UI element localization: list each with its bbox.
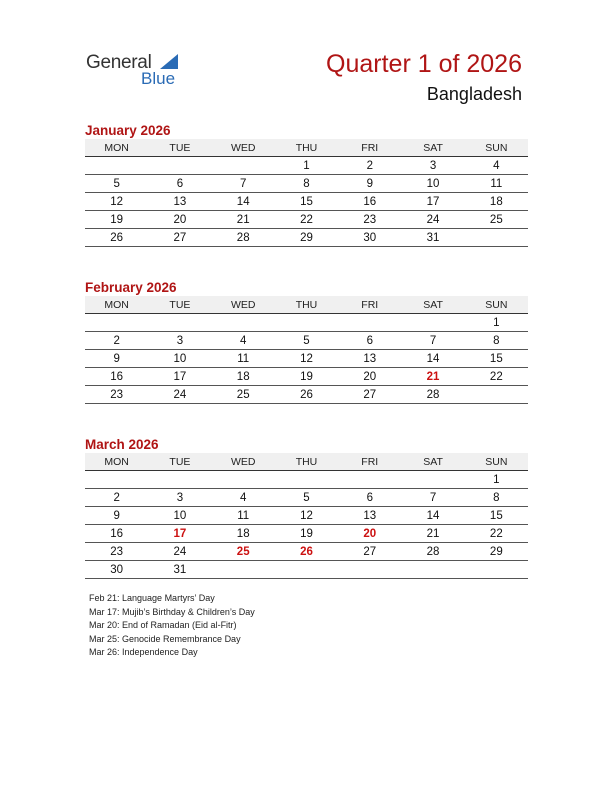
day-cell: 4 <box>240 491 247 504</box>
week-row <box>85 157 528 175</box>
day-cell: 27 <box>363 388 377 401</box>
holiday-note: Mar 26: Independence Day <box>89 647 198 657</box>
day-cell: 2 <box>113 334 120 347</box>
weekday-header: MON <box>104 455 129 468</box>
day-cell: 31 <box>426 231 440 244</box>
weekday-header: TUE <box>169 141 191 154</box>
weekday-header: SUN <box>485 455 508 468</box>
holiday-note: Mar 20: End of Ramadan (Eid al-Fitr) <box>89 620 237 630</box>
week-row <box>85 543 528 561</box>
weekday-header-row <box>85 453 528 471</box>
day-cell: 21 <box>426 527 440 540</box>
day-cell: 12 <box>300 352 313 365</box>
holiday-day-cell: 25 <box>236 545 250 558</box>
day-cell: 23 <box>363 213 377 226</box>
week-row <box>85 489 528 507</box>
day-cell: 9 <box>113 352 120 365</box>
day-cell: 26 <box>110 231 124 244</box>
day-cell: 13 <box>363 509 377 522</box>
day-cell: 8 <box>303 177 310 190</box>
day-cell: 7 <box>429 491 437 504</box>
day-cell: 13 <box>363 352 377 365</box>
week-row <box>85 193 528 211</box>
day-cell: 23 <box>110 388 124 401</box>
day-cell: 24 <box>173 388 187 401</box>
weekday-header: MON <box>104 141 129 154</box>
day-cell: 3 <box>429 159 437 172</box>
weekday-header-row <box>85 139 528 157</box>
day-cell: 15 <box>489 352 503 365</box>
week-row <box>85 386 528 404</box>
day-cell: 7 <box>429 334 437 347</box>
day-cell: 6 <box>366 491 373 504</box>
day-cell: 19 <box>110 213 124 226</box>
month-block <box>85 122 528 247</box>
week-row <box>85 350 528 368</box>
day-cell: 9 <box>113 509 120 522</box>
weekday-header: SAT <box>423 298 443 311</box>
weekday-header: FRI <box>361 455 379 468</box>
week-row <box>85 332 528 350</box>
weekday-header: WED <box>230 455 256 468</box>
day-cell: 22 <box>489 370 503 383</box>
weekday-header: TUE <box>169 298 191 311</box>
day-cell: 13 <box>173 195 187 208</box>
weekday-header: SUN <box>485 141 508 154</box>
day-cell: 2 <box>113 491 120 504</box>
day-cell: 21 <box>236 213 250 226</box>
day-cell: 10 <box>173 352 187 365</box>
week-row <box>85 525 528 543</box>
day-cell: 31 <box>173 563 187 576</box>
day-cell: 11 <box>237 352 250 365</box>
month-title: January 2026 <box>85 123 171 138</box>
weekday-header: THU <box>295 298 318 311</box>
holiday-day-cell: 21 <box>426 370 440 383</box>
week-row <box>85 314 528 332</box>
day-cell: 11 <box>237 509 250 522</box>
day-cell: 17 <box>173 370 187 383</box>
holiday-day-cell: 26 <box>300 545 313 558</box>
day-cell: 5 <box>303 334 310 347</box>
day-cell: 11 <box>490 177 503 190</box>
day-cell: 29 <box>489 545 503 558</box>
day-cell: 16 <box>110 370 124 383</box>
day-cell: 28 <box>426 388 440 401</box>
holiday-note: Mar 17: Mujib’s Birthday & Children’s Day <box>89 606 255 617</box>
holiday-day-cell: 17 <box>173 527 187 540</box>
week-row <box>85 229 528 247</box>
country-name: Bangladesh <box>426 84 522 104</box>
day-cell: 30 <box>110 563 124 576</box>
logo-text-general: General <box>86 52 152 73</box>
day-cell: 30 <box>363 231 377 244</box>
day-cell: 27 <box>363 545 377 558</box>
week-row <box>85 211 528 229</box>
day-cell: 24 <box>426 213 440 226</box>
week-row <box>85 471 528 489</box>
day-cell: 4 <box>493 159 500 172</box>
day-cell: 5 <box>113 177 120 190</box>
day-cell: 7 <box>240 177 247 190</box>
day-cell: 20 <box>363 370 377 383</box>
logo-triangle-icon <box>160 54 178 69</box>
day-cell: 16 <box>110 527 124 540</box>
day-cell: 19 <box>300 527 313 540</box>
day-cell: 15 <box>300 195 313 208</box>
holiday-day-cell: 20 <box>363 527 377 540</box>
day-cell: 1 <box>303 159 310 172</box>
day-cell: 29 <box>300 231 313 244</box>
day-cell: 27 <box>173 231 187 244</box>
day-cell: 18 <box>236 527 250 540</box>
day-cell: 28 <box>426 545 440 558</box>
day-cell: 3 <box>176 491 184 504</box>
day-cell: 18 <box>489 195 503 208</box>
weekday-header: SAT <box>423 141 443 154</box>
day-cell: 25 <box>489 213 503 226</box>
page-title: Quarter 1 of 2026 <box>326 50 522 78</box>
month-block <box>85 436 528 579</box>
day-cell: 8 <box>493 334 500 347</box>
week-row <box>85 175 528 193</box>
day-cell: 12 <box>110 195 124 208</box>
week-row <box>85 561 528 579</box>
month-title: March 2026 <box>85 437 159 452</box>
weekday-header: THU <box>295 455 318 468</box>
day-cell: 17 <box>426 195 440 208</box>
day-cell: 18 <box>236 370 250 383</box>
day-cell: 3 <box>176 334 184 347</box>
day-cell: 6 <box>366 334 373 347</box>
day-cell: 10 <box>426 177 440 190</box>
day-cell: 15 <box>489 509 503 522</box>
holiday-note: Feb 21: Language Martyrs’ Day <box>89 593 215 603</box>
day-cell: 22 <box>489 527 503 540</box>
weekday-header: WED <box>230 141 256 154</box>
day-cell: 10 <box>173 509 187 522</box>
weekday-header: MON <box>104 298 129 311</box>
weekday-header: THU <box>295 141 318 154</box>
weekday-header: SUN <box>485 298 508 311</box>
day-cell: 2 <box>366 159 373 172</box>
weekday-header-row <box>85 296 528 314</box>
day-cell: 9 <box>366 177 373 190</box>
day-cell: 16 <box>363 195 377 208</box>
day-cell: 12 <box>300 509 313 522</box>
holiday-notes <box>89 592 255 660</box>
weekday-header: FRI <box>361 141 379 154</box>
month-block <box>85 279 528 404</box>
weekday-header: TUE <box>169 455 191 468</box>
day-cell: 6 <box>176 177 184 190</box>
day-cell: 8 <box>493 491 500 504</box>
day-cell: 28 <box>236 231 250 244</box>
day-cell: 1 <box>493 473 500 486</box>
day-cell: 14 <box>236 195 250 208</box>
weekday-header: FRI <box>361 298 379 311</box>
month-title: February 2026 <box>85 280 177 295</box>
day-cell: 24 <box>173 545 187 558</box>
weekday-header: SAT <box>423 455 443 468</box>
week-row <box>85 507 528 525</box>
day-cell: 19 <box>300 370 313 383</box>
brand-logo <box>86 50 196 90</box>
week-row <box>85 368 528 386</box>
holiday-note: Mar 25: Genocide Remembrance Day <box>89 633 241 644</box>
logo-text-blue: Blue <box>141 69 176 88</box>
day-cell: 14 <box>426 509 440 522</box>
day-cell: 5 <box>303 491 310 504</box>
day-cell: 1 <box>493 316 500 329</box>
day-cell: 23 <box>110 545 124 558</box>
day-cell: 22 <box>300 213 313 226</box>
day-cell: 20 <box>173 213 187 226</box>
day-cell: 14 <box>426 352 440 365</box>
day-cell: 26 <box>300 388 313 401</box>
day-cell: 4 <box>240 334 247 347</box>
day-cell: 25 <box>236 388 250 401</box>
weekday-header: WED <box>230 298 256 311</box>
